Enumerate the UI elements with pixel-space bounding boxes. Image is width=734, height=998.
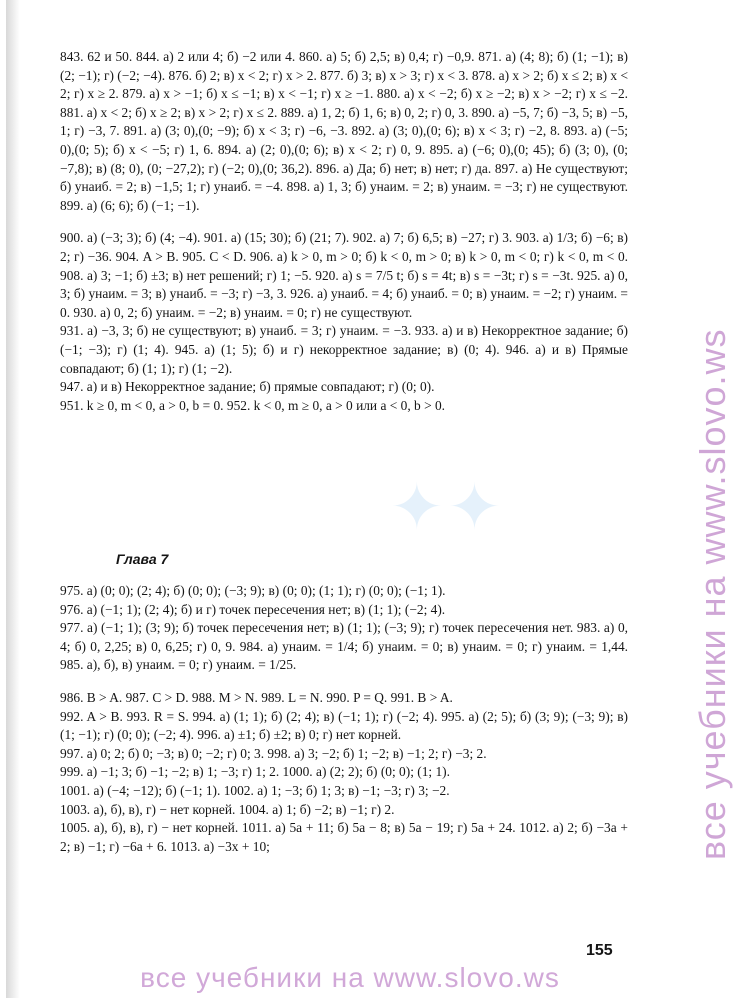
answers-paragraph: 900. а) (−3; 3); б) (4; −4). 901. а) (15; 30); б) (21; 7). 902. а) 7; б) 6,5; в) −27; г) 3. 903. а) 1/3; б) −6; в) 2; г) −36. 904. A > B. 905. C < D. 906. а) k > 0, m > 0; б) k < 0, m > 0; в) k > 0, m < 0; г) k < 0, m < 0. 908. а) 3; −1; б) ±3; в) нет решений; г) 1; −5. 920. а) s = 7/5 t; б) s = 4t; в) s = −3t; г) s = −3t. 925. а) 0, 3; б) yнаим. = 3; в) yнаиб. = −3; г) −3, 3. 926. а) yнаиб. = 4; б) yнаиб. = 0; в) yнаим. = −2; г) yнаим. = 0. 930. а) 0, 2; б) yнаим. = −2; в) yнаим. = 0; г) не существуют. [60,230,628,320]
answers-block-1 [60,48,628,415]
answers-paragraph: 951. k ≥ 0, m < 0, a > 0, b = 0. 952. k < 0, m ≥ 0, a > 0 или a < 0, b > 0. [60,397,446,413]
faint-watermark-logo: ✦✦ [390,471,506,543]
answers-paragraph: 986. B > A. 987. C > D. 988. M > N. 989. L = N. 990. P = Q. 991. B > A. [60,689,453,705]
answers-paragraph: 843. 62 и 50. 844. а) 2 или 4; б) −2 или 4. 860. а) 5; б) 2,5; в) 0,4; г) −0,9. 871. а) (4; 8); б) (1; −1); в) (2; −1); г) (−2; −4). 876. б) 2; в) x < 2; г) x > 2. 877. б) 3; в) x > 3; г) x < 3. 878. а) x > 2; б) x ≤ 2; в) x < 2; г) x ≥ 2. 879. а) x > −1; б) x ≤ −1; в) x < −1; г) x ≥ −1. 880. а) x < −2; б) x ≥ −2; в) x > −2; г) x ≤ −2. 881. а) x < 2; б) x ≥ 2; в) x > 2; г) x ≤ 2. 889. а) 1, 2; б) 1, 6; в) 0, 2; г) 0, 3. 890. а) −5, 7; б) −3, 5; в) −5, 1; г) −3, 7. 891. а) (3; 0),(0; −9); б) x < 3; г) −6, −3. 892. а) (3; 0),(0; 6); в) x < 3; г) −2, 8. 893. а) (−5; 0),(0; 5); б) x < −5; г) 1, 6. 894. а) (2; 0),(0; 6); в) x < 2; г) 0, 9. 895. а) (−6; 0),(0; 45); б) (3; 0), (0; −7,8); в) (8; 0), (0; −27,2); г) (−2; 0),(0; 36,2). 896. а) Да; б) нет; в) нет; г) да. 897. а) Не существуют; б) yнаиб. = 2; в) −1,5; 1; г) yнаиб. = −4. 898. а) 1, 3; б) yнаим. = 2; в) yнаим. = −3; г) не существуют. 899. а) (6; 6); б) (−1; −1). [60,49,628,213]
answers-paragraph: 997. а) 0; 2; б) 0; −3; в) 0; −2; г) 0; 3. 998. а) 3; −2; б) 1; −2; в) −1; 2; г) −3; 2. [60,745,487,761]
bottom-watermark-link[interactable]: все учебники на www.slovo.ws [140,962,560,993]
side-watermark: все учебники на www.slovo.ws [692,328,733,860]
page-spine-shadow [6,0,20,998]
answers-paragraph: 977. а) (−1; 1); (3; 9); б) точек пересечения нет; в) (1; 1); (−3; 9); г) точек пересечения нет. 983. а) 0, 4; б) 0, 2,25; в) 0, 6,25; г) 0, 9. 984. а) yнаим. = 1/4; б) yнаим. = 0; в) yнаим. = 0; г) yнаим. = 1,44. 985. а), б), в) yнаим. = 0; г) yнаим. = 1/25. [60,620,628,673]
answers-paragraph: 992. A > B. 993. R = S. 994. а) (1; 1); б) (2; 4); в) (−1; 1); г) (−2; 4). 995. а) (2; 5); б) (3; 9); (−3; 9); в) (1; −1); г) (0; 0); (−2; 4). 996. а) ±1; б) ±2; в) 0; г) нет корней. [60,708,628,743]
answers-paragraph: 999. а) −1; 3; б) −1; −2; в) 1; −3; г) 1; 2. 1000. а) (2; 2); б) (0; 0); (1; 1). [60,764,450,780]
answers-paragraph: 976. а) (−1; 1); (2; 4); б) и г) точек пересечения нет; в) (1; 1); (−2; 4). [60,601,446,617]
answers-block-2 [60,582,628,856]
answers-paragraph: 931. а) −3, 3; б) не существуют; в) yнаиб. = 3; г) yнаим. = −3. 933. а) и в) Некорректное задание; б) (−1; −3); г) (1; 4). 945. а) (1; 5); б) и г) некорректное задание; в) (0; 4). 946. а) и в) Прямые совпадают; б) (1; 1); г) (1; −2). [60,323,628,376]
chapter-heading: Глава 7 [116,551,169,567]
answers-paragraph: 975. а) (0; 0); (2; 4); б) (0; 0); (−3; 9); в) (0; 0); (1; 1); г) (0; 0); (−1; 1). [60,583,446,598]
answers-paragraph: 1003. а), б), в), г) − нет корней. 1004. а) 1; б) −2; в) −1; г) 2. [60,801,395,817]
page-number: 155 [586,942,613,959]
answers-paragraph: 947. а) и в) Некорректное задание; б) прямые совпадают; г) (0; 0). [60,379,435,395]
answers-paragraph: 1005. а), б), в), г) − нет корней. 1011. а) 5a + 11; б) 5a − 8; в) 5a − 19; г) 5a + 24. 1012. а) 2; б) −3a + 2; в) −1; г) −6a + 6. 1013. а) −3x + 10; [60,820,628,854]
answers-paragraph: 1001. а) (−4; −12); б) (−1; 1). 1002. а) 1; −3; б) 1; 3; в) −1; −3; г) 3; −2. [60,782,450,798]
